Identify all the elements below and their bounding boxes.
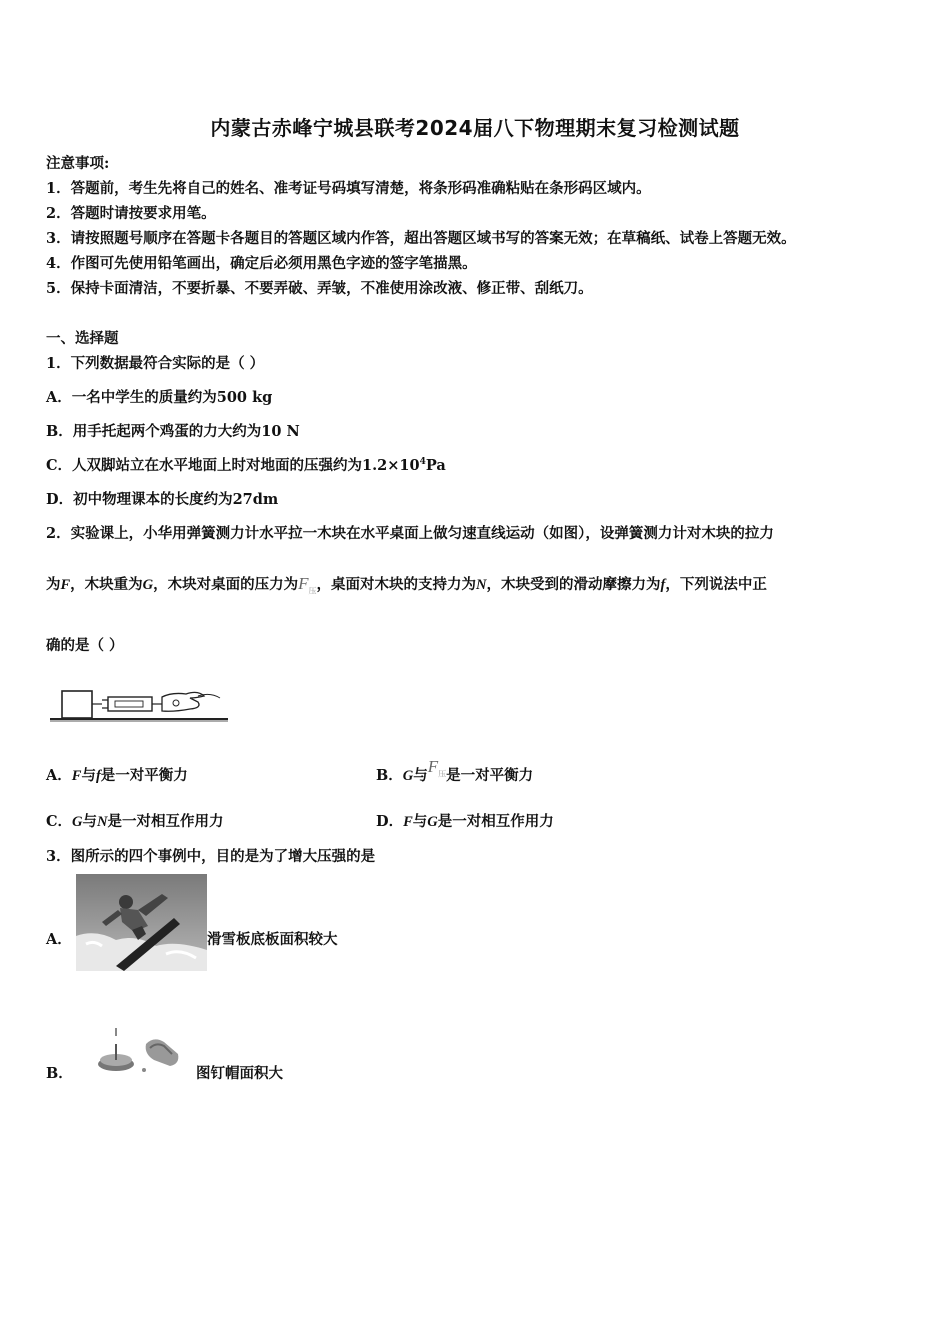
q1-option-a: A．一名中学生的质量约为500 kg [46,389,273,406]
notice-heading: 注意事项: [46,155,110,172]
q1-option-b: B．用手托起两个鸡蛋的力大约为10 N [46,423,300,440]
question-2-line2: 为F，木块重为G，木块对桌面的压力为$F_压$，桌面对木块的支持力为N，木块受到的滑动摩擦力为f，下列说法中正 [46,574,767,596]
notice-item: 5．保持卡面清洁，不要折暴、不要弄破、弄皱，不准使用涂改液、修正带、刮纸刀。 [46,280,593,297]
q1-option-c: C．人双脚站立在水平地面上时对地面的压强约为$1.2\times 10^4Pa$ [46,457,446,474]
notice-item: 4．作图可先使用铅笔画出，确定后必须用黑色字迹的签字笔描黑。 [46,255,477,272]
q3-option-a-label: A． [46,931,72,948]
q1-option-d: D．初中物理课本的长度约为27dm [46,491,279,508]
q3-option-b-label: B． [46,1065,73,1082]
pressure-force-symbol: $F_压$ [298,574,317,596]
spring-scale-diagram [48,682,232,724]
snowboarder-image [76,874,207,971]
q2-option-c: C．G与N是一对相互作用力 [46,813,224,830]
question-1-stem: 1．下列数据最符合实际的是（ ） [46,355,265,372]
question-3-stem: 3．图所示的四个事例中，目的是为了增大压强的是 [46,848,376,865]
notice-item: 1．答题前，考生先将自己的姓名、准考证号码填写清楚，将条形码准确粘贴在条形码区域内。 [46,180,651,197]
q3-option-b-text: 图钉帽面积大 [196,1065,283,1082]
thumbtack-image [94,1026,184,1078]
q3-option-a-text: 滑雪板底板面积较大 [207,931,338,948]
notice-item: 3．请按照题号顺序在答题卡各题目的答题区域内作答，超出答题区域书写的答案无效；在草稿纸、试卷上答题无效。 [46,230,796,247]
q2-option-d: D．F与G是一对相互作用力 [376,813,554,830]
q2-option-b: B．G与$F_压$是一对平衡力 [376,757,534,784]
question-2-line3: 确的是（ ） [46,637,124,654]
q2-option-a: A．F与f是一对平衡力 [46,767,188,784]
hand [162,692,204,711]
wooden-block [62,691,92,718]
notice-item: 2．答题时请按要求用笔。 [46,205,216,222]
page-title: 内蒙古赤峰宁城县联考2024届八下物理期末复习检测试题 [210,116,740,140]
section-heading: 一、选择题 [46,330,119,347]
question-2-line1: 2．实验课上，小华用弹簧测力计水平拉一木块在水平桌面上做匀速直线运动（如图），设弹簧测力计对木块的拉力 [46,525,774,542]
